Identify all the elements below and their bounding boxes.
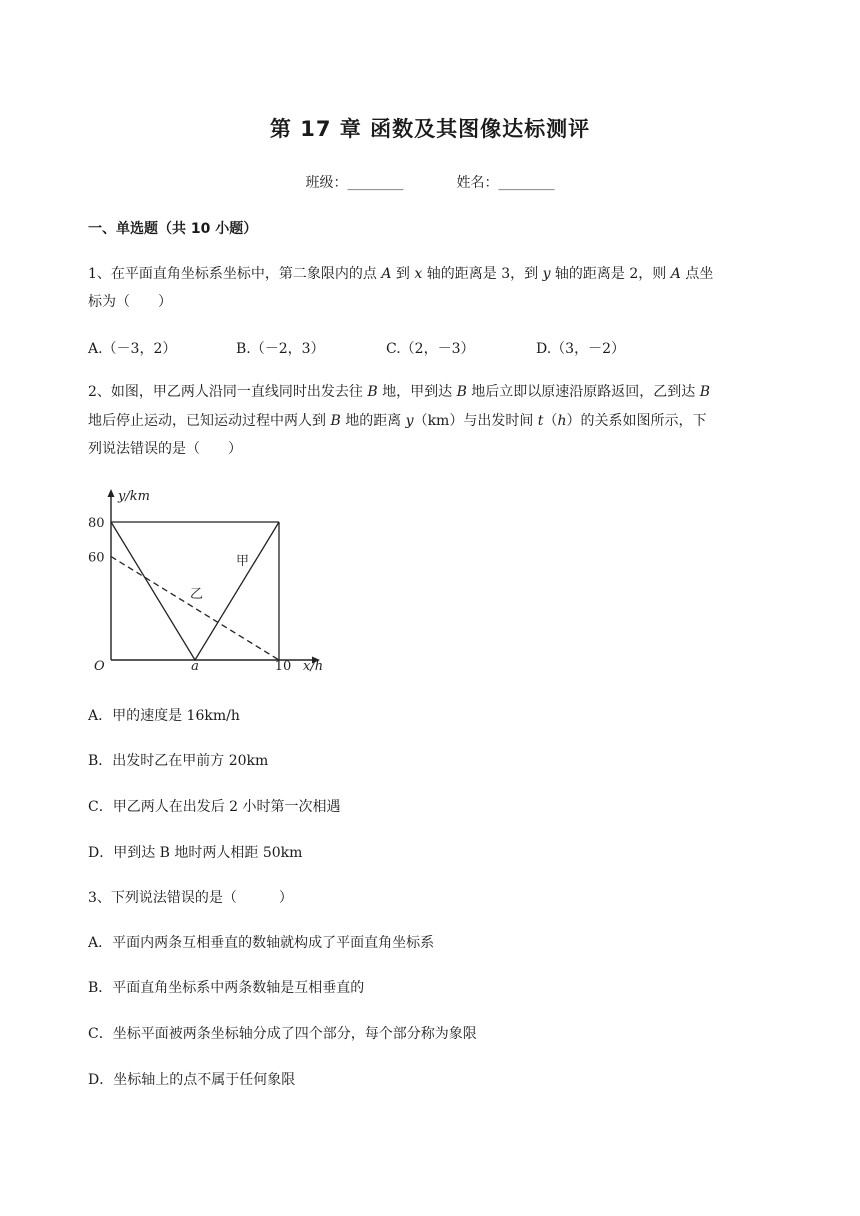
question-1-option-c[interactable]: C.（2，－3） bbox=[386, 341, 475, 357]
question-2-option-a[interactable]: A．甲的速度是 16km/h bbox=[88, 708, 240, 724]
distance-time-graph bbox=[84, 480, 344, 680]
y-axis-label: y/km bbox=[118, 489, 150, 504]
question-3-option-d[interactable]: D．坐标轴上的点不属于任何象限 bbox=[88, 1072, 296, 1088]
name-field[interactable]: 姓名：________ bbox=[456, 175, 555, 191]
question-2-stem-line3: 列说法错误的是（ ） bbox=[88, 441, 242, 457]
question-1-stem-line2: 标为（ ） bbox=[88, 294, 172, 310]
x-axis-label: x/h bbox=[303, 659, 324, 674]
series-line-yi bbox=[111, 557, 279, 661]
question-3-option-b[interactable]: B．平面直角坐标系中两条数轴是互相垂直的 bbox=[88, 980, 365, 996]
question-3-option-c[interactable]: C．坐标平面被两条坐标轴分成了四个部分，每个部分称为象限 bbox=[88, 1026, 477, 1042]
question-2-option-d[interactable]: D．甲到达 B 地时两人相距 50km bbox=[88, 845, 303, 861]
question-2-option-b[interactable]: B．出发时乙在甲前方 20km bbox=[88, 753, 269, 769]
question-1-stem-line1: 1、在平面直角坐标系坐标中，第二象限内的点 A 到 x 轴的距离是 3，到 y 轴的距离是 2，则 A 点坐 bbox=[88, 266, 714, 282]
page-title: 第 17 章 函数及其图像达标测评 bbox=[269, 117, 591, 141]
section-heading: 一、单选题（共 10 小题） bbox=[88, 221, 258, 237]
question-3-option-a[interactable]: A．平面内两条互相垂直的数轴就构成了平面直角坐标系 bbox=[88, 935, 435, 951]
y-tick-label-60: 60 bbox=[88, 550, 105, 566]
origin-label: O bbox=[94, 659, 105, 674]
question-2-stem-line1: 2、如图，甲乙两人沿同一直线同时出发去往 B 地，甲到达 B 地后立即以原速沿原路返回，乙到达 B bbox=[88, 384, 711, 400]
question-1-option-b[interactable]: B.（－2，3） bbox=[236, 341, 325, 357]
student-info bbox=[0, 172, 860, 192]
y-axis-arrow bbox=[108, 489, 115, 497]
x-tick-label-a: a bbox=[191, 659, 199, 674]
question-1-option-d[interactable]: D.（3，－2） bbox=[536, 341, 625, 357]
class-field[interactable]: 班级：________ bbox=[305, 175, 404, 191]
question-1-option-a[interactable]: A.（－3，2） bbox=[88, 341, 177, 357]
question-2-option-c[interactable]: C．甲乙两人在出发后 2 小时第一次相遇 bbox=[88, 799, 341, 815]
series-label-jia: 甲 bbox=[236, 554, 250, 569]
y-tick-label-80: 80 bbox=[88, 516, 105, 531]
question-3-stem: 3、下列说法错误的是（ ） bbox=[88, 890, 293, 906]
question-2-stem-line2: 地后停止运动，已知运动过程中两人到 B 地的距离 y（km）与出发时间 t（h）的关系如图所示，下 bbox=[88, 413, 707, 429]
x-tick-label-10: 10 bbox=[274, 659, 292, 674]
series-label-yi: 乙 bbox=[190, 587, 204, 602]
